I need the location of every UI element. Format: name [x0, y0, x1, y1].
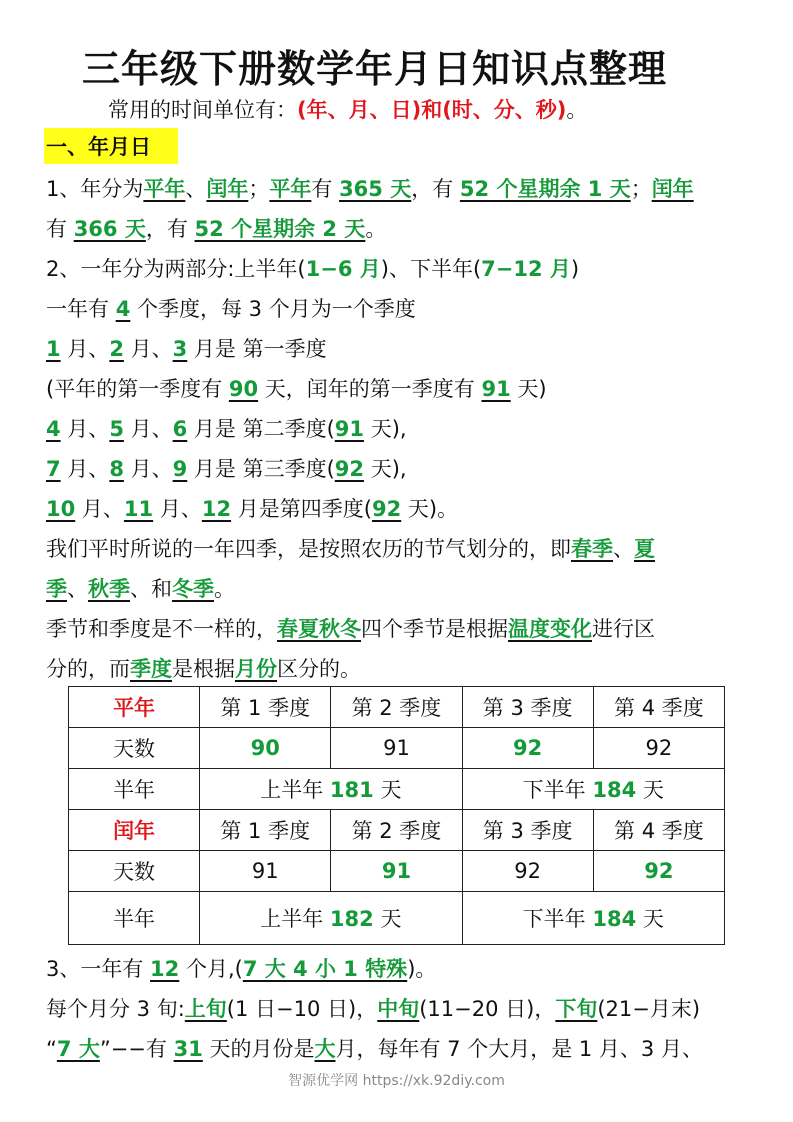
text: 月、: [75, 497, 124, 521]
table-cell: 半年: [69, 892, 200, 945]
table-cell: 92: [593, 728, 724, 769]
table-row: [69, 851, 725, 892]
text: 3、一年有: [46, 957, 151, 981]
answer: 夏: [634, 537, 655, 561]
answer: 2: [109, 337, 124, 361]
text: 上半年: [260, 778, 330, 802]
answer: 366 天: [73, 217, 146, 241]
text: (11−20 日)，: [419, 997, 556, 1021]
answer: 冬季: [172, 577, 214, 601]
answer: 温度变化: [508, 617, 592, 641]
paragraph-q4: [46, 494, 458, 524]
answer: 闰年: [206, 177, 249, 201]
text: 1、年分为: [46, 177, 144, 201]
text: 分的，而: [46, 657, 130, 681]
table-cell: 天数: [69, 851, 200, 892]
table-row: [69, 687, 725, 728]
answer: 大: [314, 1037, 336, 1061]
answer: 181: [329, 778, 374, 802]
subtitle-prefix: 常用的时间单位有：: [108, 98, 297, 122]
answer: 7: [46, 457, 61, 481]
answer: 闰年: [651, 177, 694, 201]
paragraph-half-years: [46, 254, 579, 284]
table-cell: 第 3 季度: [462, 687, 593, 728]
text: 2、一年分为两部分:上半年(: [46, 257, 306, 281]
answer: 中旬: [377, 997, 420, 1021]
text: 。: [214, 577, 235, 601]
answer: 4: [46, 417, 61, 441]
table-row: [69, 810, 725, 851]
answer: 31: [173, 1037, 203, 1061]
table-cell: 第 4 季度: [593, 687, 724, 728]
answer: 92: [334, 457, 365, 481]
table-cell: 第 4 季度: [593, 810, 724, 851]
table-cell: [462, 892, 724, 945]
text: 天)。: [401, 497, 459, 521]
table-cell: 92: [462, 851, 593, 892]
answer: 92: [371, 497, 402, 521]
text: 下半年: [522, 778, 593, 802]
text: (21−月末): [597, 997, 701, 1021]
text: )。: [407, 957, 437, 981]
section-heading-year-month-day: 一、年月日: [44, 128, 178, 164]
text: ；: [630, 177, 652, 201]
answer: 10: [46, 497, 76, 521]
paragraph-year-types: [46, 174, 694, 204]
answer: 春季: [571, 537, 613, 561]
paragraph-months-count: [46, 954, 436, 984]
answer: 月份: [235, 657, 277, 681]
text: 是根据: [172, 657, 235, 681]
text: 、: [185, 177, 207, 201]
answer: 7 大 4 小 1 特殊: [242, 957, 408, 981]
answer: 91: [481, 377, 511, 401]
answer: 12: [201, 497, 232, 521]
text: (平年的第一季度有: [46, 377, 229, 401]
text: 天),: [364, 457, 407, 481]
answer: 7 大: [56, 1037, 100, 1061]
text: ，有: [411, 177, 460, 201]
text: 进行区: [592, 617, 655, 641]
text: 月是 第一季度: [187, 337, 327, 361]
table-cell: 92: [462, 728, 593, 769]
text: 天): [510, 377, 547, 401]
text: )、下半年(: [380, 257, 482, 281]
text: 月是 第三季度(: [187, 457, 335, 481]
subtitle-suffix: 。: [566, 98, 588, 122]
paragraph-leap-year: [46, 214, 386, 244]
text: 月、: [123, 337, 173, 361]
text: 每个月分 3 旬:: [46, 997, 185, 1021]
answer: 平年: [143, 177, 186, 201]
table-cell: 半年: [69, 769, 200, 810]
answer: 下旬: [555, 997, 598, 1021]
answer: 365 天: [339, 177, 412, 201]
paragraph-season-vs-quarter: [46, 614, 655, 644]
leap-year-label: 闰年: [69, 810, 200, 851]
text: ”−−有: [99, 1037, 174, 1061]
table-cell: 91: [331, 728, 462, 769]
table-cell: 92: [593, 851, 724, 892]
table-cell: 第 2 季度: [331, 810, 462, 851]
text: ): [570, 257, 580, 281]
table-cell: 91: [331, 851, 462, 892]
table-cell: 第 1 季度: [200, 810, 331, 851]
table-cell: [200, 769, 462, 810]
paragraph-q1-months: [46, 334, 327, 364]
text: 月、: [123, 457, 173, 481]
text: 季节和季度是不一样的，: [46, 617, 277, 641]
text: 下半年: [522, 907, 593, 931]
answer: 上旬: [184, 997, 227, 1021]
answer: 秋季: [88, 577, 130, 601]
text: 月、: [153, 497, 202, 521]
text: 一年有: [46, 297, 116, 321]
text: 、: [613, 537, 634, 561]
answer: 6: [172, 417, 188, 441]
quarter-days-table: [68, 686, 725, 945]
answer: 8: [109, 457, 124, 481]
answer: 季: [46, 577, 67, 601]
footer-watermark: 智源优学网 https://xk.92diy.com: [288, 1073, 505, 1089]
answer: 90: [228, 377, 259, 401]
answer: 52 个星期余 1 天: [459, 177, 631, 201]
answer: 平年: [269, 177, 312, 201]
table-cell: 第 1 季度: [200, 687, 331, 728]
paragraph-seasons: [46, 534, 655, 564]
text: 月、: [60, 337, 110, 361]
text: (1 日−10 日)，: [226, 997, 378, 1021]
text: ，有: [145, 217, 195, 241]
answer: 5: [109, 417, 124, 441]
paragraph-seasons-cont: [46, 574, 235, 604]
answer: 9: [172, 457, 188, 481]
table-cell: 第 3 季度: [462, 810, 593, 851]
answer: 11: [123, 497, 154, 521]
text: 天，闰年的第一季度有: [258, 377, 482, 401]
subtitle-units: (年、月、日)和(时、分、秒): [297, 98, 567, 122]
answer: 7−12 月: [481, 257, 571, 281]
text: 四个季节是根据: [361, 617, 508, 641]
text: 天),: [364, 417, 407, 441]
paragraph-q3: [46, 454, 407, 484]
text: “: [46, 1037, 57, 1061]
paragraph-q1-days: [46, 374, 547, 404]
table-cell: 第 2 季度: [331, 687, 462, 728]
paragraph-big-months: [46, 1034, 703, 1064]
table-row: [69, 769, 725, 810]
text: 、和: [130, 577, 172, 601]
table-cell: [462, 769, 724, 810]
paragraph-xun: [46, 994, 700, 1024]
text: 月、: [60, 457, 110, 481]
answer: 1: [46, 337, 61, 361]
text: 天的月份是: [202, 1037, 315, 1061]
text: 天: [636, 907, 664, 931]
answer: 184: [592, 907, 637, 931]
table-cell: 天数: [69, 728, 200, 769]
paragraph-q2: [46, 414, 407, 444]
answer: 182: [329, 907, 374, 931]
text: 天: [373, 907, 402, 931]
text: 区分的。: [277, 657, 361, 681]
text: 我们平时所说的一年四季，是按照农历的节气划分的，即: [46, 537, 571, 561]
answer: 12: [150, 957, 180, 981]
answer: 3: [172, 337, 188, 361]
answer: 184: [592, 778, 637, 802]
page-title: 三年级下册数学年月日知识点整理: [81, 47, 667, 91]
text: 月是第四季度(: [231, 497, 372, 521]
answer: 4: [115, 297, 131, 321]
text: 个月,(: [179, 957, 243, 981]
text: ；: [248, 177, 270, 201]
answer: 91: [334, 417, 365, 441]
text: 个季度，每 3 个月为一个季度: [130, 297, 416, 321]
answer: 1−6 月: [305, 257, 381, 281]
text: 天: [636, 778, 664, 802]
answer: 春夏秋冬: [277, 617, 361, 641]
text: 有: [46, 217, 74, 241]
answer: 季度: [130, 657, 172, 681]
text: 天: [373, 778, 402, 802]
table-cell: [200, 892, 462, 945]
paragraph-season-vs-quarter-cont: [46, 654, 361, 684]
table-row: [69, 728, 725, 769]
common-year-label: 平年: [69, 687, 200, 728]
text: 月，每年有 7 个大月，是 1 月、3 月、: [335, 1037, 703, 1061]
table-row: [69, 892, 725, 945]
answer: 52 个星期余 2 天: [194, 217, 366, 241]
text: 有: [311, 177, 340, 201]
text: 上半年: [260, 907, 330, 931]
table-cell: 91: [200, 851, 331, 892]
table-cell: 90: [200, 728, 331, 769]
paragraph-quarters: [46, 294, 416, 324]
text: 月、: [123, 417, 173, 441]
text: 。: [365, 217, 387, 241]
subtitle: [108, 94, 587, 124]
text: 月、: [60, 417, 110, 441]
text: 、: [67, 577, 88, 601]
text: 月是 第二季度(: [187, 417, 335, 441]
